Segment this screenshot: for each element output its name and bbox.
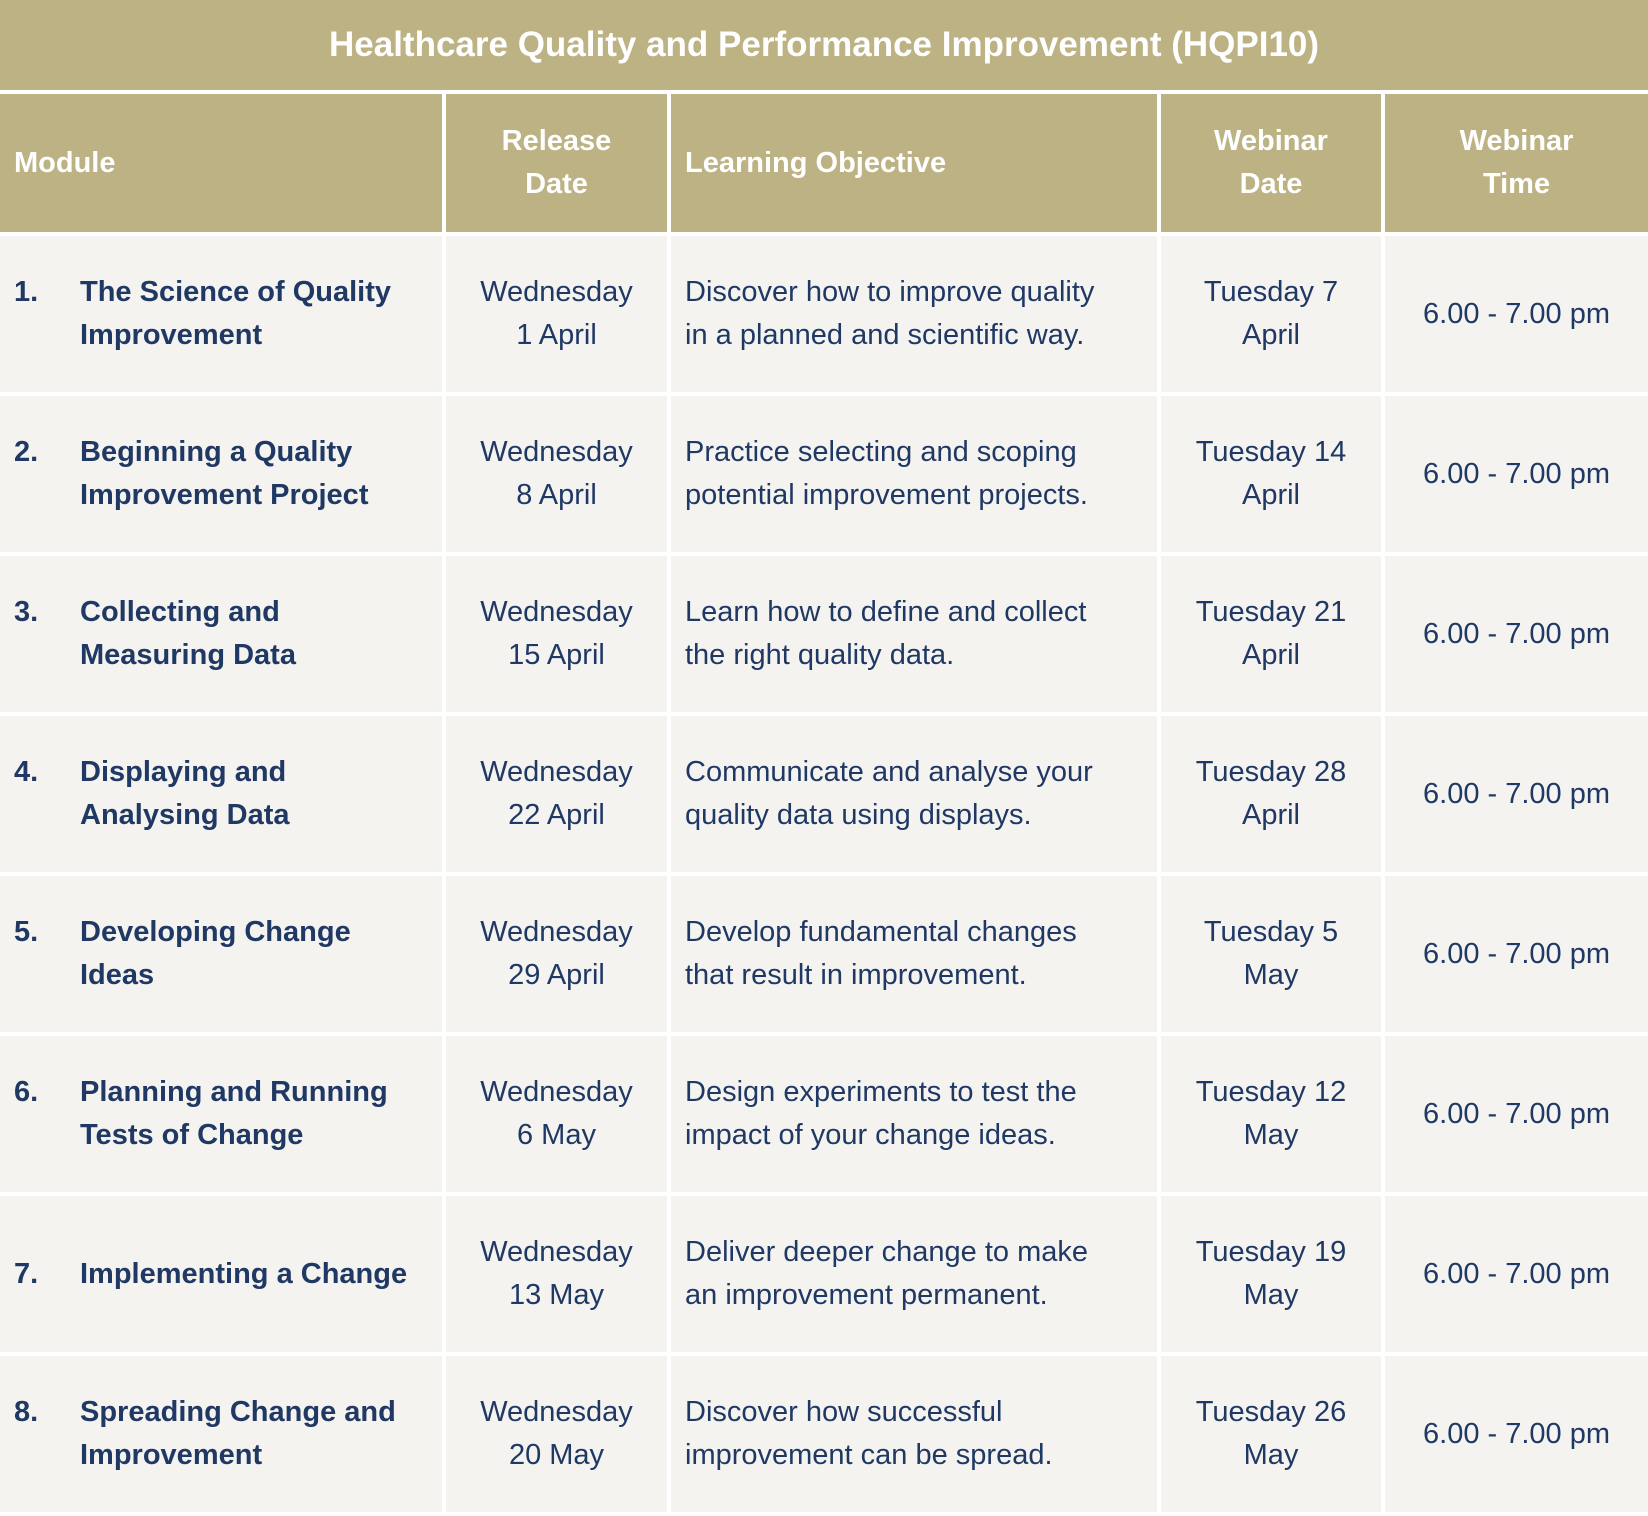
webinar-date-cell-line: May — [1243, 959, 1299, 991]
learning-objective-cell — [671, 716, 1161, 876]
webinar-date-cell-line: April — [1241, 319, 1300, 351]
module-entry — [14, 271, 428, 357]
learning-objective-cell-line: that result in improvement. — [685, 959, 1027, 991]
webinar-date-cell-line: Tuesday 12 — [1195, 1076, 1347, 1108]
module-title — [80, 911, 428, 997]
webinar-time: 6.00 - 7.00 pm — [1423, 457, 1611, 490]
webinar-date-cell-line: Tuesday 7 — [1203, 276, 1339, 308]
module-title — [80, 1071, 428, 1157]
module-title-line: Improvement — [80, 1439, 263, 1471]
module-number: 5. — [14, 916, 39, 948]
learning-objective-cell-line: impact of your change ideas. — [685, 1119, 1056, 1151]
module-cell — [0, 876, 446, 1036]
release-date-cell-line: Wednesday — [480, 1396, 633, 1428]
release-date-cell — [446, 396, 671, 556]
webinar-date-cell — [1161, 396, 1385, 556]
learning-objective-cell-line: Discover how successful — [685, 1396, 1003, 1428]
learning-objective-cell — [671, 1036, 1161, 1196]
learning-objective-cell — [671, 236, 1161, 396]
module-title-line: Beginning a Quality — [80, 436, 353, 468]
learning-objective-cell-line: Learn how to define and collect — [685, 596, 1087, 628]
module-number: 4. — [14, 756, 39, 788]
webinar-date-cell — [1161, 1036, 1385, 1196]
module-cell — [0, 1036, 446, 1196]
webinar-date-cell-line: May — [1243, 1439, 1299, 1471]
module-entry — [14, 1391, 428, 1477]
webinar-date-cell — [1161, 236, 1385, 396]
module-title-line: Developing Change — [80, 916, 351, 948]
release-date-cell-line: 6 May — [517, 1119, 596, 1151]
release-date-cell-line: Wednesday — [480, 1076, 633, 1108]
table-row — [0, 1036, 1648, 1196]
learning-objective-cell-line: Deliver deeper change to make — [685, 1236, 1089, 1268]
webinar-time-cell — [1385, 236, 1648, 396]
release-date-cell — [446, 1196, 671, 1356]
release-date-cell-line: 13 May — [508, 1279, 605, 1311]
learning-objective-cell-line: an improvement permanent. — [685, 1279, 1048, 1311]
release-date-cell-line: Wednesday — [480, 276, 633, 308]
header-release-date — [446, 94, 671, 236]
module-cell — [0, 396, 446, 556]
module-title-line: Implementing a Change — [80, 1257, 408, 1290]
release-date-cell-line: Wednesday — [480, 436, 633, 468]
table-title: Healthcare Quality and Performance Improvement (HQPI10) — [0, 0, 1648, 94]
table-row — [0, 396, 1648, 556]
release-date-cell-line: 22 April — [508, 799, 605, 831]
release-date-cell-line: 8 April — [516, 479, 597, 511]
webinar-time: 6.00 - 7.00 pm — [1423, 777, 1611, 810]
webinar-time: 6.00 - 7.00 pm — [1423, 617, 1611, 650]
learning-objective-cell-line: the right quality data. — [685, 639, 955, 671]
module-title-line: Analysing Data — [80, 799, 290, 831]
module-entry — [14, 911, 428, 997]
module-entry — [14, 751, 428, 837]
webinar-time: 6.00 - 7.00 pm — [1423, 1097, 1611, 1130]
learning-objective-cell — [671, 396, 1161, 556]
table-row — [0, 1356, 1648, 1516]
webinar-date-cell — [1161, 876, 1385, 1036]
webinar-date-cell — [1161, 556, 1385, 716]
module-cell — [0, 1196, 446, 1356]
learning-objective-cell-line: in a planned and scientific way. — [685, 319, 1085, 351]
learning-objective-cell — [671, 876, 1161, 1036]
module-number: 7. — [14, 1257, 39, 1290]
header-learning-objective: Learning Objective — [671, 94, 1161, 236]
module-title-line: Improvement — [80, 319, 263, 351]
release-date-cell-line: 20 May — [508, 1439, 605, 1471]
header-webinar-time — [1385, 94, 1648, 236]
webinar-time-cell — [1385, 556, 1648, 716]
release-date-cell-line: 29 April — [508, 959, 605, 991]
header-line: Webinar — [1459, 125, 1574, 157]
module-entry — [14, 431, 428, 517]
module-title — [80, 431, 428, 517]
header-line: Webinar — [1214, 125, 1328, 157]
module-number: 2. — [14, 436, 39, 468]
table-row — [0, 556, 1648, 716]
module-number: 3. — [14, 596, 39, 628]
table-row — [0, 236, 1648, 396]
module-entry — [14, 591, 428, 677]
module-title-line: Spreading Change and — [80, 1396, 396, 1428]
webinar-date-cell — [1161, 1196, 1385, 1356]
module-title-line: Collecting and — [80, 596, 280, 628]
module-title-line: Planning and Running — [80, 1076, 388, 1108]
module-number: 6. — [14, 1076, 39, 1108]
webinar-date-cell-line: April — [1241, 639, 1300, 671]
module-title — [80, 1253, 428, 1296]
header-line: Release — [501, 125, 612, 157]
learning-objective-cell — [671, 556, 1161, 716]
release-date-cell — [446, 876, 671, 1036]
webinar-time-cell — [1385, 1036, 1648, 1196]
webinar-date-cell-line: Tuesday 21 — [1195, 596, 1347, 628]
learning-objective-cell-line: Communicate and analyse your — [685, 756, 1093, 788]
learning-objective-cell-line: Discover how to improve quality — [685, 276, 1095, 308]
webinar-time: 6.00 - 7.00 pm — [1423, 1257, 1611, 1290]
module-cell — [0, 556, 446, 716]
webinar-date-cell-line: April — [1241, 479, 1300, 511]
webinar-time-cell — [1385, 396, 1648, 556]
module-title-line: Displaying and — [80, 756, 287, 788]
learning-objective-cell-line: Practice selecting and scoping — [685, 436, 1077, 468]
header-webinar-date — [1161, 94, 1385, 236]
module-title-line: Measuring Data — [80, 639, 296, 671]
module-title-line: Improvement Project — [80, 479, 369, 511]
release-date-cell-line: 15 April — [508, 639, 605, 671]
webinar-date-cell-line: April — [1241, 799, 1300, 831]
header-row — [0, 94, 1648, 236]
header-line: Date — [525, 168, 588, 200]
webinar-date-cell — [1161, 1356, 1385, 1516]
webinar-date-cell-line: Tuesday 5 — [1203, 916, 1339, 948]
module-title — [80, 591, 428, 677]
module-title — [80, 1391, 428, 1477]
learning-objective-cell — [671, 1356, 1161, 1516]
module-cell — [0, 1356, 446, 1516]
table-row — [0, 876, 1648, 1036]
webinar-date-cell-line: Tuesday 14 — [1195, 436, 1347, 468]
release-date-cell-line: 1 April — [516, 319, 597, 351]
release-date-cell — [446, 236, 671, 396]
webinar-time: 6.00 - 7.00 pm — [1423, 937, 1611, 970]
release-date-cell — [446, 1356, 671, 1516]
learning-objective-cell-line: improvement can be spread. — [685, 1439, 1053, 1471]
module-title-line: Ideas — [80, 959, 155, 991]
webinar-time-cell — [1385, 716, 1648, 876]
module-title — [80, 271, 428, 357]
release-date-cell-line: Wednesday — [480, 916, 633, 948]
learning-objective-cell-line: potential improvement projects. — [685, 479, 1088, 511]
webinar-time-cell — [1385, 1356, 1648, 1516]
webinar-date-cell-line: May — [1243, 1279, 1299, 1311]
header-module: Module — [0, 94, 446, 236]
webinar-time: 6.00 - 7.00 pm — [1423, 1417, 1611, 1450]
webinar-date-cell-line: Tuesday 28 — [1195, 756, 1347, 788]
webinar-date-cell-line: May — [1243, 1119, 1299, 1151]
webinar-time: 6.00 - 7.00 pm — [1423, 297, 1611, 330]
module-title — [80, 751, 428, 837]
module-number: 1. — [14, 276, 39, 308]
module-cell — [0, 716, 446, 876]
release-date-cell — [446, 556, 671, 716]
module-entry — [14, 1253, 428, 1296]
learning-objective-cell-line: Develop fundamental changes — [685, 916, 1077, 948]
webinar-date-cell — [1161, 716, 1385, 876]
release-date-cell — [446, 716, 671, 876]
header-line: Date — [1239, 168, 1303, 200]
learning-objective-cell — [671, 1196, 1161, 1356]
webinar-time-cell — [1385, 1196, 1648, 1356]
release-date-cell — [446, 1036, 671, 1196]
module-title-line: The Science of Quality — [80, 276, 392, 308]
module-number: 8. — [14, 1396, 39, 1428]
module-entry — [14, 1071, 428, 1157]
header-line: Time — [1482, 168, 1551, 200]
table-row — [0, 716, 1648, 876]
learning-objective-cell-line: Design experiments to test the — [685, 1076, 1077, 1108]
module-title-line: Tests of Change — [80, 1119, 304, 1151]
module-cell — [0, 236, 446, 396]
webinar-date-cell-line: Tuesday 26 — [1195, 1396, 1347, 1428]
learning-objective-cell-line: quality data using displays. — [685, 799, 1032, 831]
release-date-cell-line: Wednesday — [480, 596, 633, 628]
webinar-time-cell — [1385, 876, 1648, 1036]
title-row — [0, 0, 1648, 94]
table-row — [0, 1196, 1648, 1356]
release-date-cell-line: Wednesday — [480, 1236, 633, 1268]
webinar-date-cell-line: Tuesday 19 — [1195, 1236, 1347, 1268]
table-body — [0, 236, 1648, 1516]
release-date-cell-line: Wednesday — [480, 756, 633, 788]
